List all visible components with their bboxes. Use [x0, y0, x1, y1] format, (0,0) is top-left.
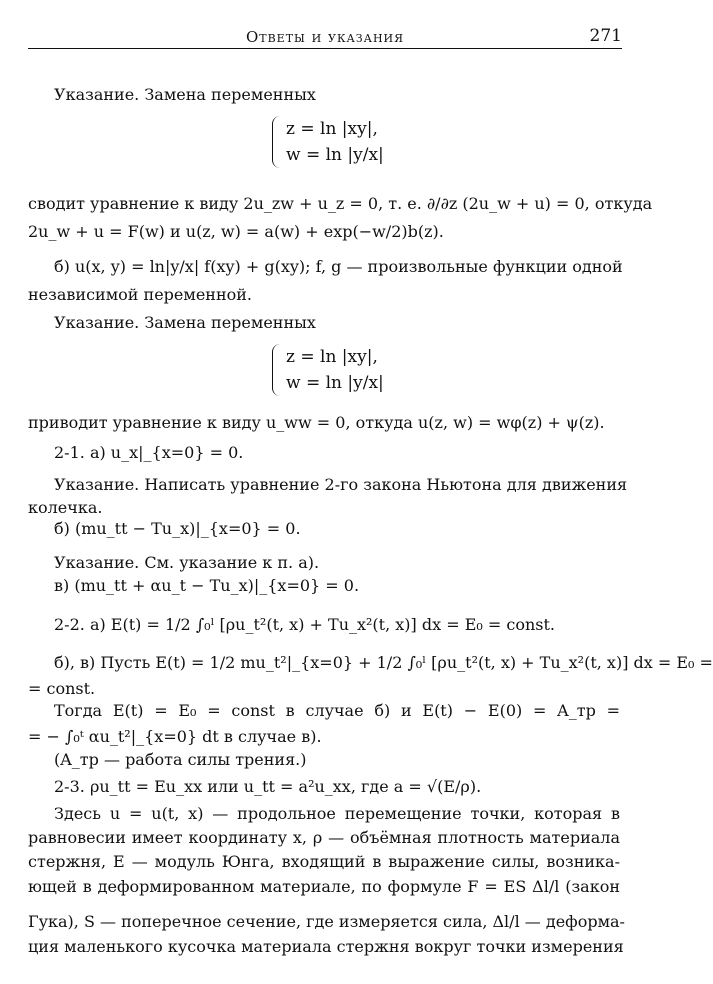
text-line: = − ∫₀ᵗ αu_t²|_{x=0} dt в случае в).	[28, 727, 322, 746]
header-title: Ответы и указания	[245, 28, 405, 46]
text-line: Тогда E(t) = E₀ = const в случае б) и E(t) − E(0) = A_тр =	[54, 701, 620, 720]
text-line: сводит уравнение к виду 2u_zw + u_z = 0, т. е. ∂/∂z (2u_w + u) = 0, откуда	[28, 194, 653, 213]
hint-line: Указание. См. указание к п. а).	[54, 553, 320, 572]
answer-line: б) (mu_tt − Tu_x)|_{x=0} = 0.	[54, 519, 301, 538]
equation-row: w = ln |y/x|	[286, 145, 384, 165]
answer-line: б), в) Пусть E(t) = 1/2 mu_t²|_{x=0} + 1/2 ∫₀ˡ [ρu_t²(t, x) + Tu_x²(t, x)] dx = E₀ =	[54, 653, 713, 672]
text-line: Гука), S — поперечное сечение, где измеряется сила, Δl/l — деформа-	[28, 912, 625, 931]
text-line: Здесь u = u(t, x) — продольное перемещение точки, которая в	[54, 804, 620, 823]
hint-line: Указание. Замена переменных	[54, 313, 316, 332]
page-number: 271	[589, 26, 622, 46]
text-line: колечка.	[28, 498, 103, 517]
text-line: б) u(x, y) = ln|y/x| f(xy) + g(xy); f, g — произвольные функции одной	[54, 257, 623, 276]
substitution-system	[278, 116, 384, 168]
text-line: = const.	[28, 679, 96, 698]
text-line: независимой переменной.	[28, 285, 252, 304]
equation-row: z = ln |xy|,	[286, 347, 378, 367]
hint-line: Указание. Замена переменных	[54, 85, 316, 104]
equation-row: w = ln |y/x|	[286, 373, 384, 393]
text-line: 2u_w + u = F(w) и u(z, w) = a(w) + exp(−w/2)b(z).	[28, 222, 444, 241]
answer-line: 2-3. ρu_tt = Eu_xx или u_tt = a²u_xx, где a = √(E/ρ).	[54, 777, 482, 796]
hint-line: Указание. Написать уравнение 2-го закона Ньютона для движения	[54, 475, 628, 494]
running-header	[28, 22, 622, 49]
answer-line: в) (mu_tt + αu_t − Tu_x)|_{x=0} = 0.	[54, 576, 360, 595]
brace	[272, 116, 281, 168]
answer-line: 2-2. а) E(t) = 1/2 ∫₀ˡ [ρu_t²(t, x) + Tu_x²(t, x)] dx = E₀ = const.	[54, 615, 556, 634]
substitution-system	[278, 344, 384, 396]
brace	[272, 344, 281, 396]
text-line: (A_тр — работа силы трения.)	[54, 750, 307, 769]
text-line: ющей в деформированном материале, по формуле F = ES Δl/l (закон	[28, 877, 620, 896]
text-line: стержня, E — модуль Юнга, входящий в выражение силы, возника-	[28, 852, 620, 871]
text-line: приводит уравнение к виду u_ww = 0, откуда u(z, w) = wφ(z) + ψ(z).	[28, 413, 605, 432]
text-line: ция маленького кусочка материала стержня вокруг точки измерения	[28, 937, 624, 956]
equation-row: z = ln |xy|,	[286, 119, 378, 139]
answer-line: 2-1. а) u_x|_{x=0} = 0.	[54, 443, 244, 462]
text-line: равновесии имеет координату x, ρ — объёмная плотность материала	[28, 828, 620, 847]
